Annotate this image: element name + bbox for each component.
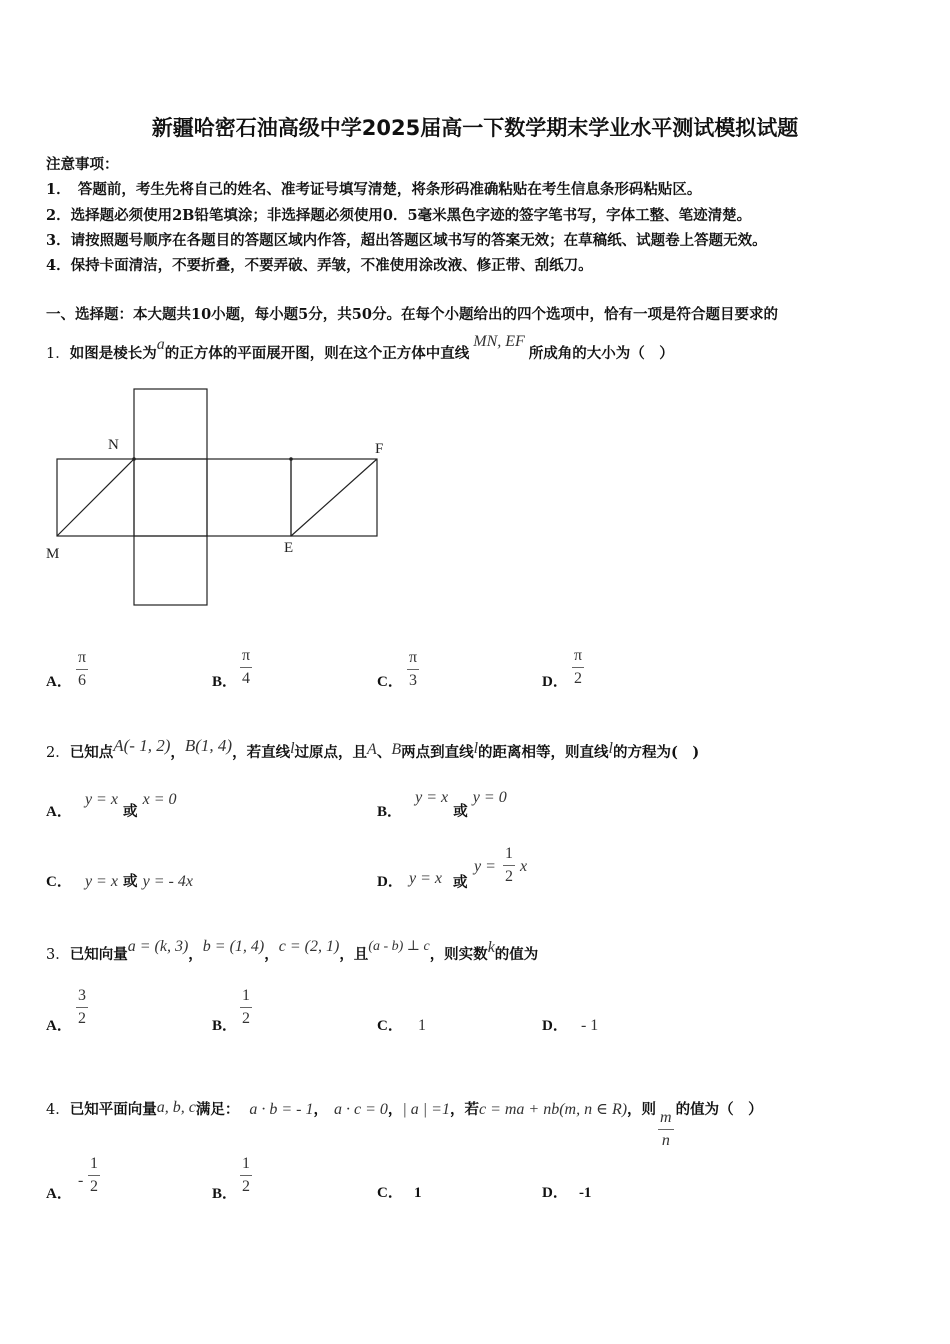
math-expr: y = x — [84, 791, 118, 808]
math-condition-1: a · b = - 1 — [249, 1101, 314, 1118]
notice-heading: 注意事项： — [46, 156, 119, 173]
math-expr: y = x — [84, 873, 118, 890]
fraction: π 2 — [574, 647, 583, 687]
q2-option-b[interactable] — [377, 786, 507, 820]
question-4-stem — [46, 1098, 763, 1149]
stem-text: 的正方体的平面展开图，则在这个正方体中直线 — [164, 345, 470, 362]
option-value: - 1 — [580, 1017, 599, 1034]
fraction: π 6 — [78, 649, 87, 689]
option-label: C． — [377, 674, 403, 690]
math-expr: y = x — [409, 870, 442, 887]
fraction: π 4 — [242, 647, 251, 687]
segment-mn — [57, 459, 134, 536]
label-m: M — [46, 546, 60, 562]
question-number: 1． — [46, 346, 70, 362]
question-number: 3． — [46, 947, 70, 963]
q4-option-c[interactable] — [377, 1181, 421, 1202]
stem-text: ，若直线 — [232, 744, 291, 761]
q4-option-a[interactable] — [46, 1156, 146, 1204]
option-value: 1 — [413, 1185, 422, 1201]
label-n: N — [108, 437, 119, 453]
or-text: 或 — [123, 803, 138, 820]
math-expr: y = — [474, 858, 496, 875]
stem-text: ， — [264, 946, 279, 963]
math-expr: x — [520, 858, 528, 875]
stem-text: 的距离相等，则直线 — [478, 744, 609, 761]
stem-text: ， — [387, 1101, 403, 1118]
math-lines: MN, EF — [473, 333, 525, 350]
question-3-stem — [46, 938, 539, 964]
stem-text: 所成角的大小为（ ） — [528, 345, 674, 362]
minus-sign: - — [78, 1172, 84, 1189]
math-a: a — [156, 336, 165, 353]
fraction: 1 2 — [242, 987, 250, 1027]
or-text: 或 — [453, 874, 468, 891]
stem-text: 两点到直线 — [401, 744, 474, 761]
notice-item-1: 1． 答题前，考生先将自己的姓名、准考证号填写清楚，将条形码准确粘贴在考生信息条形码粘贴区。 — [46, 181, 702, 198]
stem-text: ， — [188, 946, 203, 963]
stem-text: 已知平面向量 — [69, 1101, 157, 1118]
stem-text: 满足： — [195, 1101, 240, 1118]
stem-text: ， — [313, 1101, 328, 1118]
q4-option-d[interactable] — [542, 1181, 591, 1202]
math-l: l — [608, 740, 613, 757]
fraction: π 3 — [409, 649, 418, 689]
question-number: 4． — [46, 1102, 70, 1118]
option-label: A． — [46, 1018, 72, 1034]
stem-text: ，则实数 — [429, 946, 488, 963]
option-label: D． — [542, 1018, 568, 1034]
net-face-right1 — [207, 459, 291, 536]
option-label: D． — [542, 1185, 568, 1201]
math-condition-4: c = ma + nb(m, n ∈ R) — [478, 1101, 628, 1118]
option-label: D． — [377, 874, 403, 890]
math-expr: x = 0 — [142, 791, 177, 808]
math-l: l — [473, 740, 479, 757]
label-e: E — [284, 540, 294, 556]
fraction: 3 2 — [78, 987, 86, 1027]
or-text: 或 — [453, 803, 468, 820]
stem-text: 已知点 — [69, 744, 114, 761]
option-label: B． — [212, 1186, 238, 1202]
section-heading: 一、选择题：本大题共10小题，每小题5分，共50分。在每个小题给出的四个选项中，恰有一项是符合题目要求的 — [46, 306, 778, 323]
math-condition-3: | a | =1 — [402, 1101, 450, 1118]
q2-option-a[interactable] — [46, 788, 177, 820]
math-l: l — [290, 740, 295, 757]
question-number: 2． — [46, 745, 70, 761]
net-face-bottom — [134, 536, 207, 605]
math-k: k — [487, 939, 495, 956]
math-point-b: B(1, 4) — [184, 736, 233, 755]
stem-text: 已知向量 — [69, 946, 128, 963]
option-label: C． — [377, 1185, 403, 1201]
net-face-center — [134, 459, 207, 536]
point-dot — [289, 457, 293, 461]
option-label: C． — [46, 874, 72, 890]
option-label: A． — [46, 1186, 72, 1202]
stem-text: ，若 — [449, 1101, 479, 1118]
stem-text: 的值为 — [494, 946, 539, 963]
math-b: B — [391, 741, 402, 758]
page-title: 新疆哈密石油高级中学2025届高一下数学期末学业水平测试模拟试题 — [151, 116, 799, 140]
stem-text: ， — [170, 744, 185, 761]
notice-item-4: 4．保持卡面清洁，不要折叠，不要弄破、弄皱，不准使用涂改液、修正带、刮纸刀。 — [46, 257, 593, 274]
fraction: 1 2 — [90, 1155, 98, 1195]
label-f: F — [375, 441, 384, 457]
option-value: 1 — [417, 1017, 426, 1034]
segment-ef — [291, 459, 377, 536]
q2-option-c[interactable] — [46, 870, 193, 891]
option-label: D． — [542, 674, 568, 690]
fraction: 1 2 — [505, 845, 513, 885]
net-face-top — [134, 389, 207, 459]
notice-item-2: 2．选择题必须使用2B铅笔填涂；非选择题必须使用0．5毫米黑色字迹的签字笔书写，字体工整、笔迹清楚。 — [46, 207, 752, 224]
option-label: A． — [46, 674, 72, 690]
math-a: A — [367, 741, 377, 758]
math-condition-2: a · c = 0 — [333, 1101, 388, 1118]
math-expr: y = - 4x — [142, 873, 193, 890]
math-vectors: a, b, c — [156, 1099, 196, 1116]
stem-text: 如图是棱长为 — [69, 345, 157, 362]
math-vector-a: a = (k, 3) — [127, 938, 189, 955]
question-1-stem — [46, 333, 674, 363]
stem-text: ，则 — [627, 1101, 657, 1118]
fraction: 1 2 — [242, 1155, 250, 1195]
fraction-m-over-n: $\frac{m}{n}$ — [660, 1109, 672, 1149]
option-value: -1 — [578, 1185, 592, 1201]
option-label: C． — [377, 1018, 403, 1034]
or-text: 或 — [123, 873, 138, 890]
stem-text: 过原点，且 — [294, 744, 368, 761]
cube-net-figure — [40, 380, 400, 620]
point-n — [132, 457, 136, 461]
q3-option-c[interactable] — [377, 1014, 426, 1035]
q3-option-d[interactable] — [542, 1014, 598, 1035]
option-label: B． — [212, 674, 238, 690]
math-point-a: A(- 1, 2) — [113, 736, 171, 755]
math-expr: y = 0 — [472, 789, 507, 806]
option-label: A． — [46, 804, 72, 820]
q2-option-d[interactable] — [377, 846, 577, 894]
stem-text: 的方程为( ) — [613, 744, 700, 761]
option-label: B． — [212, 1018, 238, 1034]
math-vector-b: b = (1, 4) — [202, 938, 265, 955]
stem-text: 、 — [376, 744, 392, 761]
option-label: B． — [377, 804, 403, 820]
math-vector-c: c = (2, 1) — [278, 938, 340, 955]
stem-text: 的值为（ ） — [675, 1101, 763, 1118]
notice-item-3: 3．请按照题号顺序在各题目的答题区域内作答，超出答题区域书写的答案无效；在草稿纸、试题卷上答题无效。 — [46, 232, 767, 249]
stem-text: ，且 — [339, 946, 369, 963]
question-2-stem — [46, 736, 700, 762]
math-condition: (a - b) ⊥ c — [368, 939, 430, 954]
math-expr: y = x — [415, 789, 449, 806]
